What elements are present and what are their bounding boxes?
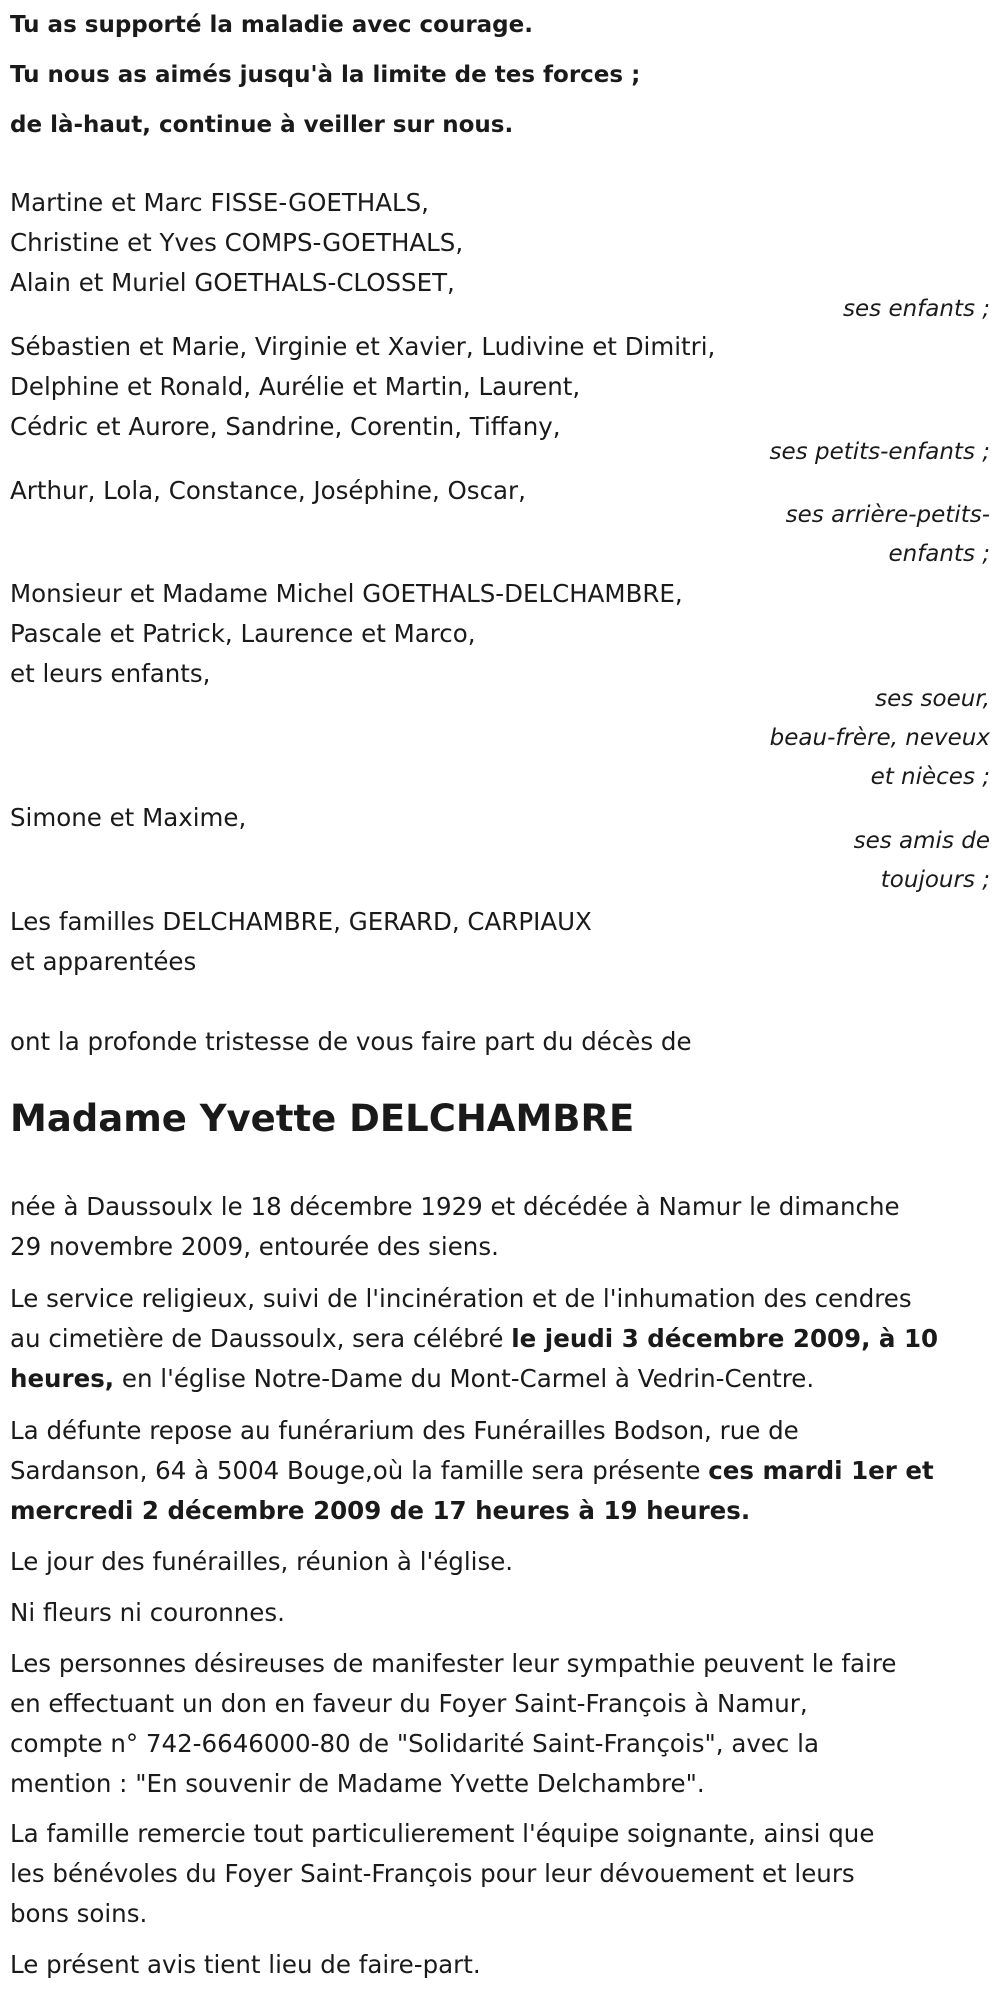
family-name-line: Christine et Yves COMPS-GOETHALS, xyxy=(10,228,464,257)
funerarium-text xyxy=(10,1451,934,1491)
thanks-text: La famille remercie tout particulierement l'équipe soignante, ainsi que xyxy=(10,1819,875,1848)
epigraph-line-2: Tu nous as aimés jusqu'à la limite de tes forces ; xyxy=(10,62,641,88)
visiting-dates: ces mardi 1er et xyxy=(708,1456,934,1485)
family-name-line: Sébastien et Marie, Virginie et Xavier, Ludivine et Dimitri, xyxy=(10,332,716,361)
service-place: en l'église Notre-Dame du Mont-Carmel à Vedrin-Centre. xyxy=(114,1364,815,1393)
funerarium-text xyxy=(10,1491,750,1531)
donation-text: en effectuant un don en faveur du Foyer Saint-François à Namur, xyxy=(10,1689,808,1718)
family-role: ses enfants ; xyxy=(843,296,990,322)
donation-text: mention : "En souvenir de Madame Yvette Delchambre". xyxy=(10,1769,705,1798)
family-name-line: Les familles DELCHAMBRE, GERARD, CARPIAUX xyxy=(10,907,592,936)
family-name-line: Arthur, Lola, Constance, Joséphine, Oscar, xyxy=(10,476,526,505)
deceased-name: Madame Yvette DELCHAMBRE xyxy=(10,1097,635,1140)
donation-text: compte n° 742-6646000-80 de "Solidarité Saint-François", avec la xyxy=(10,1729,819,1758)
family-name-line: Delphine et Ronald, Aurélie et Martin, Laurent, xyxy=(10,372,581,401)
visiting-hours: mercredi 2 décembre 2009 de 17 heures à 19 heures. xyxy=(10,1496,751,1525)
family-role: ses soeur, xyxy=(875,686,990,712)
service-text xyxy=(10,1319,938,1359)
service-text: Le service religieux, suivi de l'incinération et de l'inhumation des cendres xyxy=(10,1284,912,1313)
epigraph-line-1: Tu as supporté la maladie avec courage. xyxy=(10,12,533,38)
service-text xyxy=(10,1359,814,1399)
family-name-line: Pascale et Patrick, Laurence et Marco, xyxy=(10,619,476,648)
family-name-line: Cédric et Aurore, Sandrine, Corentin, Tiffany, xyxy=(10,412,561,441)
family-name-line: et apparentées xyxy=(10,947,197,976)
flowers-text: Ni fleurs ni couronnes. xyxy=(10,1598,285,1627)
reunion-text: Le jour des funérailles, réunion à l'église. xyxy=(10,1547,514,1576)
thanks-text: bons soins. xyxy=(10,1899,148,1928)
closing-text: Le présent avis tient lieu de faire-part. xyxy=(10,1950,481,1979)
family-role: ses arrière-petits- xyxy=(785,502,990,528)
family-name-line: Monsieur et Madame Michel GOETHALS-DELCHAMBRE, xyxy=(10,579,683,608)
family-role: enfants ; xyxy=(888,541,990,567)
funerarium-address: Sardanson, 64 à 5004 Bouge,où la famille sera présente xyxy=(10,1456,709,1485)
service-text-part: au cimetière de Daussoulx, sera célébré xyxy=(10,1324,512,1353)
service-time: heures, xyxy=(10,1364,115,1393)
family-name-line: Alain et Muriel GOETHALS-CLOSSET, xyxy=(10,268,455,297)
family-name-line: Simone et Maxime, xyxy=(10,803,247,832)
family-role: ses amis de xyxy=(853,828,990,854)
funerarium-text: La défunte repose au funérarium des Funérailles Bodson, rue de xyxy=(10,1416,799,1445)
service-date: le jeudi 3 décembre 2009, à 10 xyxy=(511,1324,939,1353)
birth-death-text: 29 novembre 2009, entourée des siens. xyxy=(10,1232,499,1261)
donation-text: Les personnes désireuses de manifester leur sympathie peuvent le faire xyxy=(10,1649,897,1678)
announcement-text: ont la profonde tristesse de vous faire part du décès de xyxy=(10,1027,692,1056)
family-role: toujours ; xyxy=(880,867,990,893)
family-role: et nièces ; xyxy=(870,764,990,790)
family-role: beau-frère, neveux xyxy=(769,725,990,751)
family-name-line: et leurs enfants, xyxy=(10,659,211,688)
family-role: ses petits-enfants ; xyxy=(769,439,990,465)
thanks-text: les bénévoles du Foyer Saint-François pour leur dévouement et leurs xyxy=(10,1859,855,1888)
epigraph-line-3: de là-haut, continue à veiller sur nous. xyxy=(10,112,514,138)
family-name-line: Martine et Marc FISSE-GOETHALS, xyxy=(10,188,429,217)
birth-death-text: née à Daussoulx le 18 décembre 1929 et décédée à Namur le dimanche xyxy=(10,1192,900,1221)
